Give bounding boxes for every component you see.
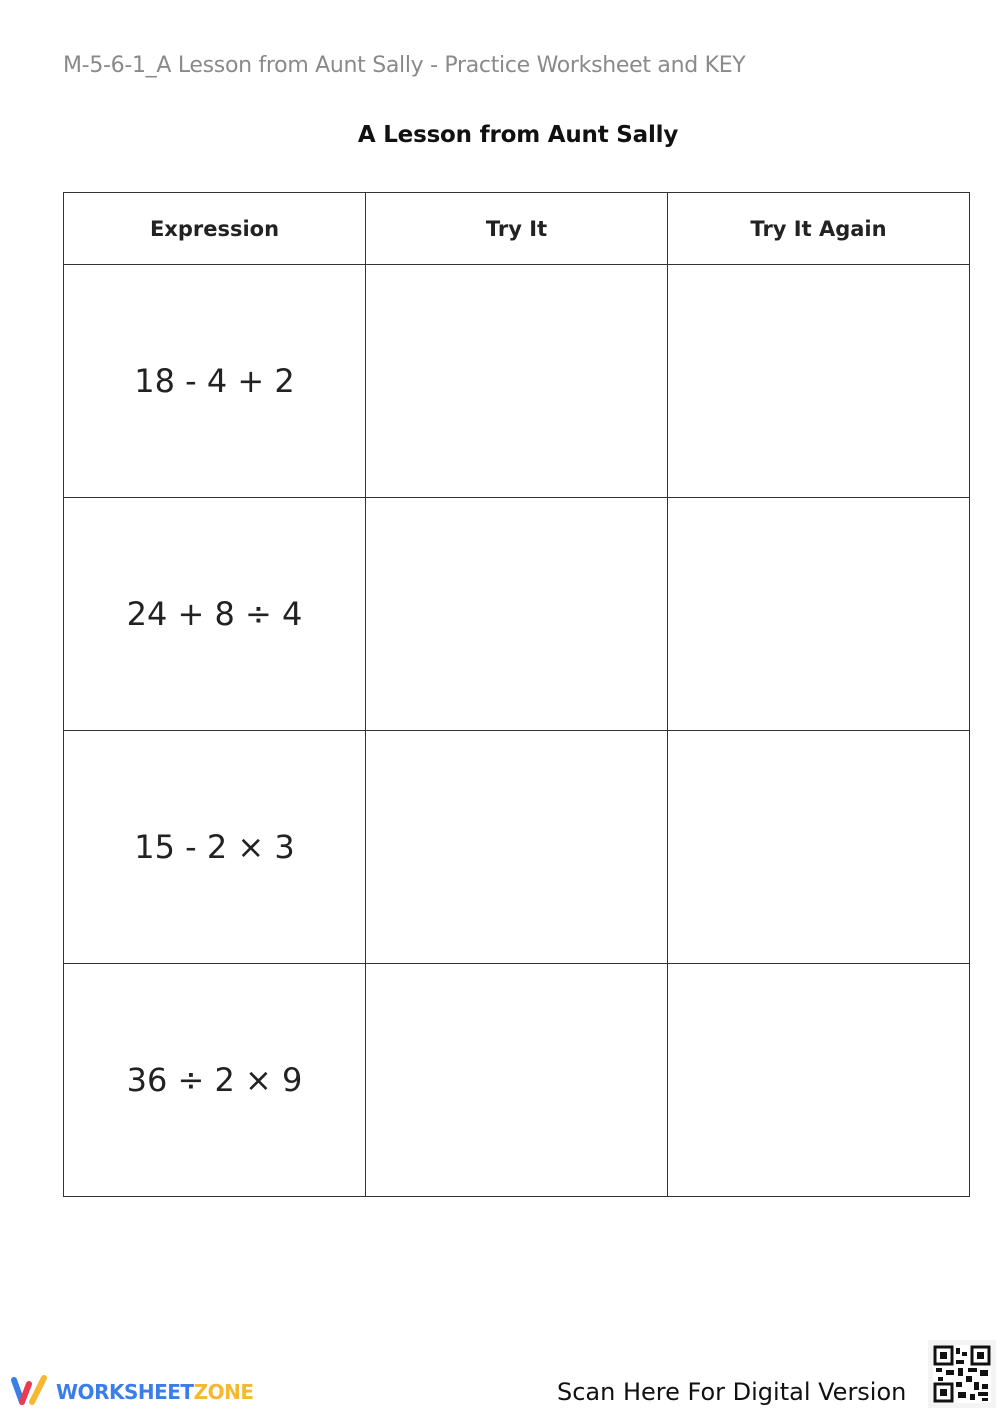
try-it-again-cell[interactable] (668, 964, 970, 1197)
expression-cell: 24 + 8 ÷ 4 (64, 498, 366, 731)
scan-label: Scan Here For Digital Version (557, 1378, 907, 1406)
expression-cell: 36 ÷ 2 × 9 (64, 964, 366, 1197)
expression-cell: 15 - 2 × 3 (64, 731, 366, 964)
worksheetzone-logo[interactable] (10, 1374, 253, 1410)
try-it-cell[interactable] (366, 265, 668, 498)
worksheetzone-w-icon (10, 1374, 50, 1410)
worksheet-title: A Lesson from Aunt Sally (357, 122, 679, 148)
try-it-cell[interactable] (366, 498, 668, 731)
qr-code-icon[interactable] (928, 1340, 996, 1408)
try-it-again-cell[interactable] (668, 731, 970, 964)
try-it-again-cell[interactable] (668, 498, 970, 731)
worksheet-table (63, 192, 970, 1197)
column-header-try-it: Try It (366, 193, 668, 265)
try-it-cell[interactable] (366, 964, 668, 1197)
try-it-cell[interactable] (366, 731, 668, 964)
try-it-again-cell[interactable] (668, 265, 970, 498)
logo-text: WORKSHEETZONE (56, 1380, 254, 1404)
table-row (64, 498, 970, 731)
table-row (64, 731, 970, 964)
table-row (64, 265, 970, 498)
column-header-expression: Expression (64, 193, 366, 265)
expression-cell: 18 - 4 + 2 (64, 265, 366, 498)
document-header: M-5-6-1_A Lesson from Aunt Sally - Practice Worksheet and KEY (63, 53, 746, 78)
column-header-try-it-again: Try It Again (668, 193, 970, 265)
table-row (64, 964, 970, 1197)
table-header-row (64, 193, 970, 265)
